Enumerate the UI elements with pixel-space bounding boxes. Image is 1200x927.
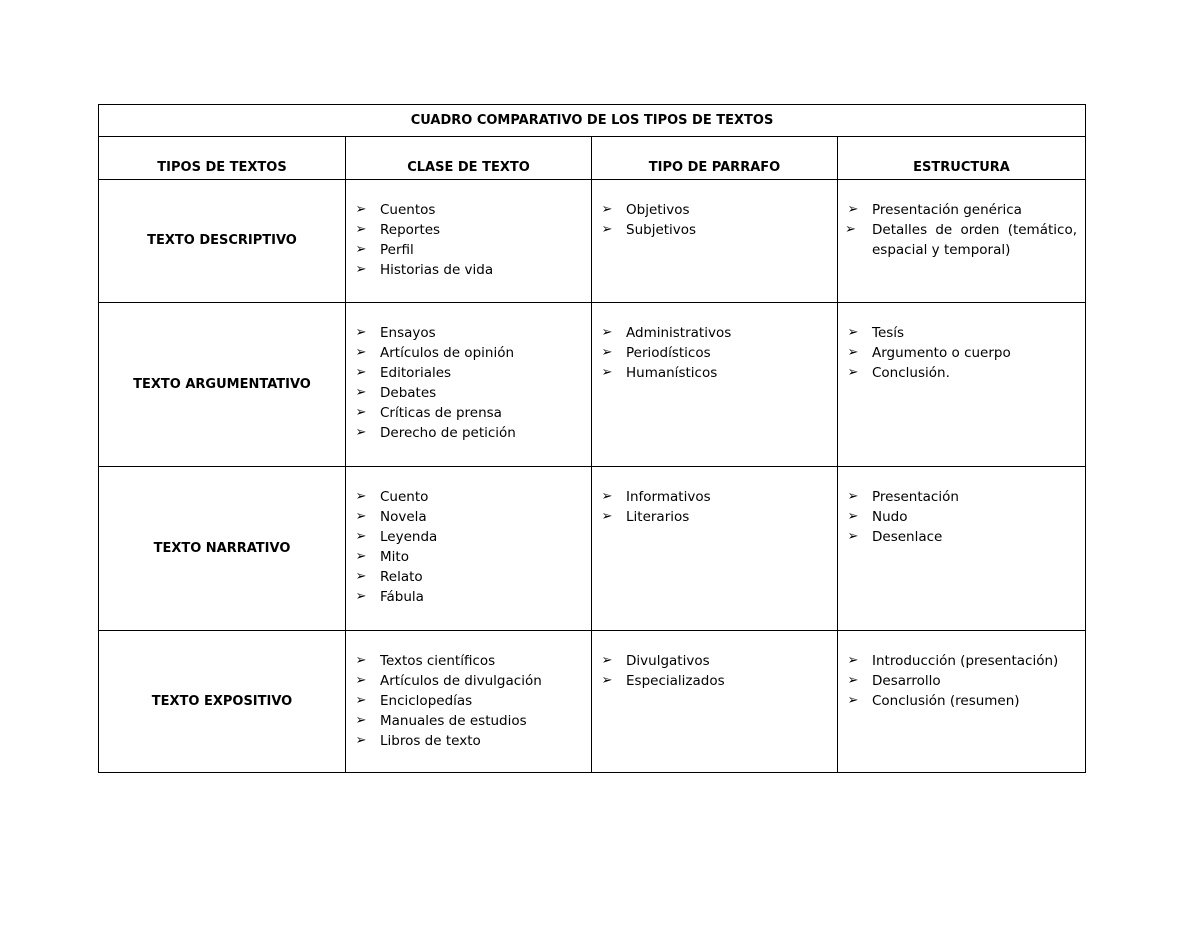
arrow-bullet-icon: ➢ (355, 202, 367, 217)
arrow-bullet-icon: ➢ (847, 529, 859, 544)
arrow-bullet-icon: ➢ (847, 693, 859, 708)
list-item-text: Debates (380, 385, 437, 401)
arrow-bullet-icon: ➢ (847, 325, 859, 340)
list-item-text: Objetivos (626, 202, 690, 218)
estructura-cell (838, 180, 1086, 303)
list-item (355, 711, 583, 731)
parrafo-cell (592, 180, 838, 303)
arrow-bullet-icon: ➢ (847, 489, 859, 504)
parrafo-list (592, 467, 837, 527)
list-item-text: Tesís (872, 325, 905, 341)
list-item (355, 323, 583, 343)
list-item-text: Textos científicos (380, 653, 496, 669)
list-item-text: Presentación (872, 489, 959, 505)
arrow-bullet-icon: ➢ (355, 345, 367, 360)
parrafo-list (592, 180, 837, 240)
estructura-cell (838, 303, 1086, 467)
arrow-bullet-icon: ➢ (601, 509, 613, 524)
list-item (355, 691, 583, 711)
table-row (99, 303, 1086, 467)
parrafo-list (592, 303, 837, 383)
list-item (847, 651, 1077, 671)
list-item (601, 671, 829, 691)
list-item-text: Cuentos (380, 202, 436, 218)
parrafo-cell (592, 631, 838, 773)
comparison-table (98, 104, 1086, 773)
clase-cell (346, 467, 592, 631)
arrow-bullet-icon: ➢ (847, 345, 859, 360)
arrow-bullet-icon: ➢ (355, 425, 367, 440)
arrow-bullet-icon: ➢ (601, 222, 613, 237)
arrow-bullet-icon: ➢ (847, 202, 859, 217)
list-item-text: Manuales de estudios (380, 713, 527, 729)
list-item-text: Humanísticos (626, 365, 718, 381)
list-item-text: Libros de texto (380, 733, 481, 749)
list-item-text: Perfil (380, 242, 414, 258)
arrow-bullet-icon: ➢ (601, 489, 613, 504)
list-item (355, 260, 583, 280)
list-item (355, 547, 583, 567)
list-item-text: Presentación genérica (872, 202, 1022, 218)
list-item (355, 343, 583, 363)
list-item-text: Relato (380, 569, 423, 585)
arrow-bullet-icon: ➢ (355, 365, 367, 380)
arrow-bullet-icon: ➢ (355, 529, 367, 544)
list-item (355, 567, 583, 587)
list-item (847, 323, 1077, 343)
list-item-text: Introducción (presentación) (872, 653, 1059, 669)
list-item-text: Nudo (872, 509, 908, 525)
list-item-text: Enciclopedías (380, 693, 473, 709)
row-label: TEXTO NARRATIVO (99, 467, 346, 631)
list-item-text: Editoriales (380, 365, 452, 381)
arrow-bullet-icon: ➢ (355, 653, 367, 668)
clase-cell (346, 303, 592, 467)
row-label: TEXTO EXPOSITIVO (99, 631, 346, 773)
table-row (99, 180, 1086, 303)
list-item-text: Reportes (380, 222, 441, 238)
list-item-text: Literarios (626, 509, 690, 525)
clase-cell (346, 180, 592, 303)
arrow-bullet-icon: ➢ (601, 345, 613, 360)
list-item-text: Conclusión. (872, 365, 950, 381)
clase-list (346, 303, 591, 443)
list-item-text: Leyenda (380, 529, 438, 545)
list-item (355, 487, 583, 507)
list-item (355, 671, 583, 691)
arrow-bullet-icon: ➢ (847, 365, 859, 380)
header-tipos: TIPOS DE TEXTOS (99, 137, 346, 180)
list-item-text: Divulgativos (626, 653, 710, 669)
list-item (847, 691, 1077, 711)
list-item-text: Cuento (380, 489, 429, 505)
list-item-text: Derecho de petición (380, 425, 516, 441)
list-item (601, 200, 829, 220)
list-item-text: Desarrollo (872, 673, 941, 689)
list-item (355, 423, 583, 443)
list-item (601, 220, 829, 240)
list-item (355, 383, 583, 403)
list-item (845, 220, 1077, 260)
arrow-bullet-icon: ➢ (355, 242, 367, 257)
arrow-bullet-icon: ➢ (355, 549, 367, 564)
list-item (847, 363, 1077, 383)
arrow-bullet-icon: ➢ (355, 489, 367, 504)
list-item-text: Conclusión (resumen) (872, 693, 1020, 709)
list-item (601, 343, 829, 363)
list-item (355, 527, 583, 547)
estructura-list (838, 467, 1085, 547)
list-item (847, 487, 1077, 507)
parrafo-list (592, 631, 837, 691)
list-item (355, 363, 583, 383)
list-item-text: Novela (380, 509, 427, 525)
list-item-text: Detalles de orden (temático, espacial y temporal) (872, 222, 1077, 258)
arrow-bullet-icon: ➢ (845, 222, 856, 237)
arrow-bullet-icon: ➢ (355, 405, 367, 420)
list-item (355, 651, 583, 671)
row-label: TEXTO DESCRIPTIVO (99, 180, 346, 303)
estructura-list (838, 180, 1085, 260)
list-item-text: Fábula (380, 589, 424, 605)
list-item-text: Especializados (626, 673, 725, 689)
list-item-text: Artículos de opinión (380, 345, 515, 361)
clase-list (346, 631, 591, 751)
arrow-bullet-icon: ➢ (601, 365, 613, 380)
estructura-cell (838, 631, 1086, 773)
header-clase: CLASE DE TEXTO (346, 137, 592, 180)
list-item (355, 403, 583, 423)
parrafo-cell (592, 303, 838, 467)
arrow-bullet-icon: ➢ (847, 653, 859, 668)
parrafo-cell (592, 467, 838, 631)
list-item (355, 240, 583, 260)
list-item-text: Artículos de divulgación (380, 673, 542, 689)
arrow-bullet-icon: ➢ (601, 653, 613, 668)
arrow-bullet-icon: ➢ (355, 262, 367, 277)
list-item (601, 651, 829, 671)
list-item (355, 731, 583, 751)
arrow-bullet-icon: ➢ (601, 202, 613, 217)
arrow-bullet-icon: ➢ (355, 325, 367, 340)
arrow-bullet-icon: ➢ (847, 509, 859, 524)
list-item (847, 200, 1077, 220)
arrow-bullet-icon: ➢ (355, 589, 367, 604)
list-item (355, 507, 583, 527)
clase-cell (346, 631, 592, 773)
list-item (355, 200, 583, 220)
arrow-bullet-icon: ➢ (601, 673, 613, 688)
list-item (847, 343, 1077, 363)
arrow-bullet-icon: ➢ (355, 509, 367, 524)
list-item (601, 363, 829, 383)
table-title: CUADRO COMPARATIVO DE LOS TIPOS DE TEXTOS (99, 105, 1086, 137)
list-item (601, 487, 829, 507)
list-item (355, 587, 583, 607)
table-row (99, 631, 1086, 773)
arrow-bullet-icon: ➢ (355, 713, 367, 728)
list-item-text: Periodísticos (626, 345, 711, 361)
list-item-text: Ensayos (380, 325, 436, 341)
list-item (847, 671, 1077, 691)
table-row (99, 467, 1086, 631)
row-label: TEXTO ARGUMENTATIVO (99, 303, 346, 467)
list-item (847, 527, 1077, 547)
arrow-bullet-icon: ➢ (355, 222, 367, 237)
list-item-text: Historias de vida (380, 262, 494, 278)
list-item (601, 507, 829, 527)
clase-list (346, 467, 591, 607)
arrow-bullet-icon: ➢ (355, 385, 367, 400)
arrow-bullet-icon: ➢ (355, 733, 367, 748)
list-item (601, 323, 829, 343)
list-item (355, 220, 583, 240)
list-item-text: Administrativos (626, 325, 732, 341)
arrow-bullet-icon: ➢ (847, 673, 859, 688)
header-parrafo: TIPO DE PARRAFO (592, 137, 838, 180)
list-item-text: Subjetivos (626, 222, 697, 238)
estructura-list (838, 631, 1085, 711)
estructura-list (838, 303, 1085, 383)
list-item-text: Críticas de prensa (380, 405, 502, 421)
clase-list (346, 180, 591, 280)
list-item-text: Informativos (626, 489, 711, 505)
list-item-text: Mito (380, 549, 409, 565)
list-item-text: Desenlace (872, 529, 943, 545)
arrow-bullet-icon: ➢ (355, 673, 367, 688)
arrow-bullet-icon: ➢ (355, 569, 367, 584)
header-estructura: ESTRUCTURA (838, 137, 1086, 180)
list-item-text: Argumento o cuerpo (872, 345, 1011, 361)
list-item (847, 507, 1077, 527)
arrow-bullet-icon: ➢ (355, 693, 367, 708)
arrow-bullet-icon: ➢ (601, 325, 613, 340)
estructura-cell (838, 467, 1086, 631)
